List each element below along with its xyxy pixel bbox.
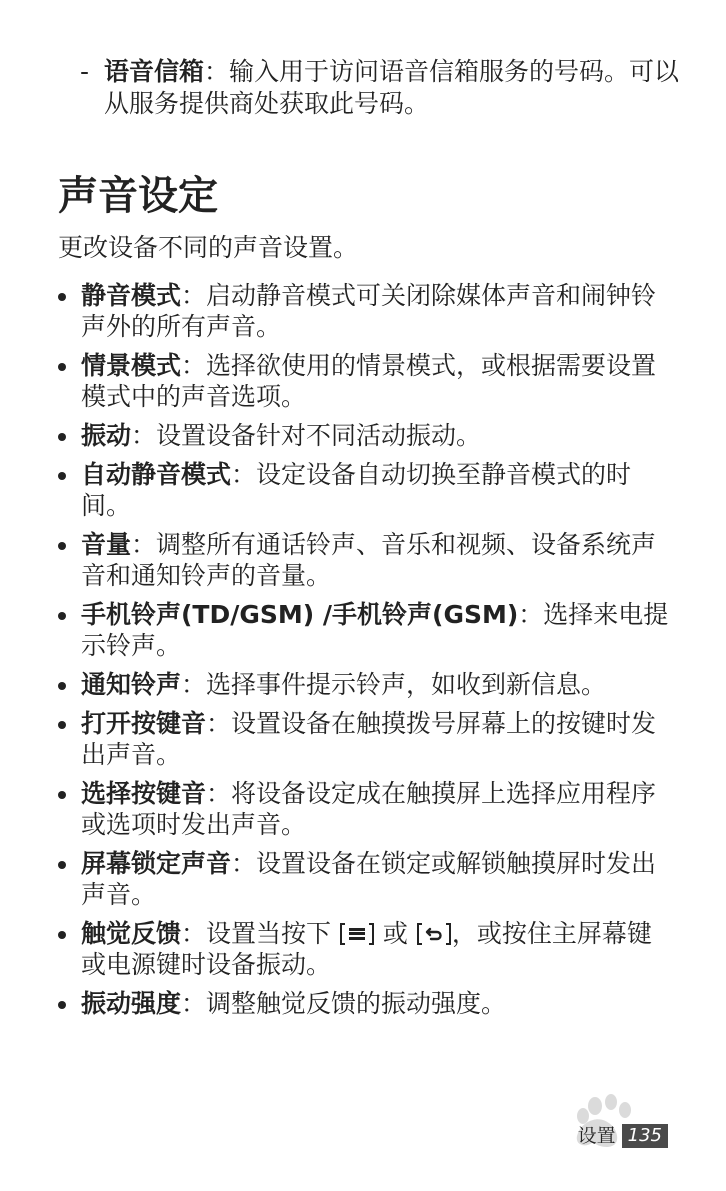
- list-item-vibration: [56, 420, 676, 451]
- list-item-ringtone: [56, 599, 676, 661]
- list-item-dial-keypad-tone: [56, 708, 676, 770]
- list-item-term: 自动静音模式: [81, 460, 232, 489]
- bullet-dot: [58, 472, 66, 480]
- list-item-desc-mid: 或: [374, 919, 416, 948]
- back-key-icon: [417, 923, 451, 945]
- list-item-term: 情景模式: [81, 351, 182, 380]
- bullet-dot: [58, 861, 66, 869]
- list-item-desc: ：选择欲使用的情景模式，或根据需要设置模式中的声音选项。: [81, 351, 657, 411]
- bullet-dot: [58, 931, 66, 939]
- list-item-term: 静音模式: [81, 281, 182, 310]
- sub-item-desc: ：输入用于访问语音信箱服务的号码。可以从服务提供商处获取此号码。: [104, 57, 680, 118]
- bullet-dot: [58, 542, 66, 550]
- menu-key-icon: [340, 923, 374, 945]
- page-number: 135: [622, 1124, 668, 1148]
- list-item-term: 打开按键音: [81, 709, 207, 738]
- sub-item-dash: -: [80, 57, 90, 86]
- bullet-dot: [58, 791, 66, 799]
- list-item-term: 振动强度: [81, 989, 182, 1018]
- list-item-volume: [56, 529, 676, 591]
- footer-section-label: 设置: [577, 1125, 616, 1147]
- list-item-haptic-feedback: [56, 918, 676, 980]
- list-item-term: 选择按键音: [81, 779, 207, 808]
- list-item-auto-silent: [56, 459, 676, 521]
- list-item-desc: ：设置设备在触摸拨号屏幕上的按键时发出声音。: [81, 709, 657, 769]
- page-footer: [578, 1124, 668, 1148]
- list-item-desc: ：选择来电提示铃声。: [81, 600, 669, 660]
- sub-item-text: [80, 56, 680, 120]
- section-intro: 更改设备不同的声音设置。: [58, 233, 359, 262]
- list-item-term: 触觉反馈: [81, 919, 182, 948]
- list-item-desc: ：设置设备在锁定或解锁触摸屏时发出声音。: [81, 849, 657, 909]
- list-item-notification-tone: [56, 669, 676, 700]
- bullet-dot: [58, 682, 66, 690]
- bullet-dot: [58, 612, 66, 620]
- list-item-profile-mode: [56, 350, 676, 412]
- list-item-term: 音量: [81, 530, 132, 559]
- list-item-desc: ：调整所有通话铃声、音乐和视频、设备系统声音和通知铃声的音量。: [81, 530, 657, 590]
- bullet-dot: [58, 1001, 66, 1009]
- list-item-term: 通知铃声: [81, 670, 182, 699]
- list-item-term: 手机铃声(TD/GSM) /手机铃声(GSM): [81, 600, 519, 629]
- bullet-dot: [58, 721, 66, 729]
- list-item-desc: ：调整触觉反馈的振动强度。: [181, 989, 507, 1018]
- bullet-dot: [58, 433, 66, 441]
- list-item-term: 屏幕锁定声音: [81, 849, 232, 878]
- list-item-desc-after: ，或按住主屏幕键或电源键时设备振动。: [81, 919, 652, 979]
- list-item-desc: ：设置设备针对不同活动振动。: [131, 421, 482, 450]
- baidu-watermark-icon: [515, 1080, 675, 1160]
- bullet-dot: [58, 363, 66, 371]
- list-item-desc: ：选择事件提示铃声，如收到新信息。: [181, 670, 607, 699]
- list-item-screen-lock-sound: [56, 848, 676, 910]
- list-item-desc: ：启动静音模式可关闭除媒体声音和闹钟铃声外的所有声音。: [81, 281, 657, 341]
- list-item-term: 振动: [81, 421, 132, 450]
- bullet-dot: [58, 293, 66, 301]
- section-title: 声音设定: [58, 173, 218, 219]
- list-item-vibration-intensity: [56, 988, 676, 1019]
- list-item-desc-before: ：设置当按下: [181, 919, 339, 948]
- settings-list: [56, 280, 676, 1027]
- list-item-silent-mode: [56, 280, 676, 342]
- list-item-desc: ：设定设备自动切换至静音模式的时间。: [81, 460, 632, 520]
- list-item-desc: ：将设备设定成在触摸屏上选择应用程序或选项时发出声音。: [81, 779, 657, 839]
- sub-item-term: 语音信箱: [104, 57, 205, 86]
- list-item-touch-sounds: [56, 778, 676, 840]
- voicemail-sub-item: [80, 56, 680, 120]
